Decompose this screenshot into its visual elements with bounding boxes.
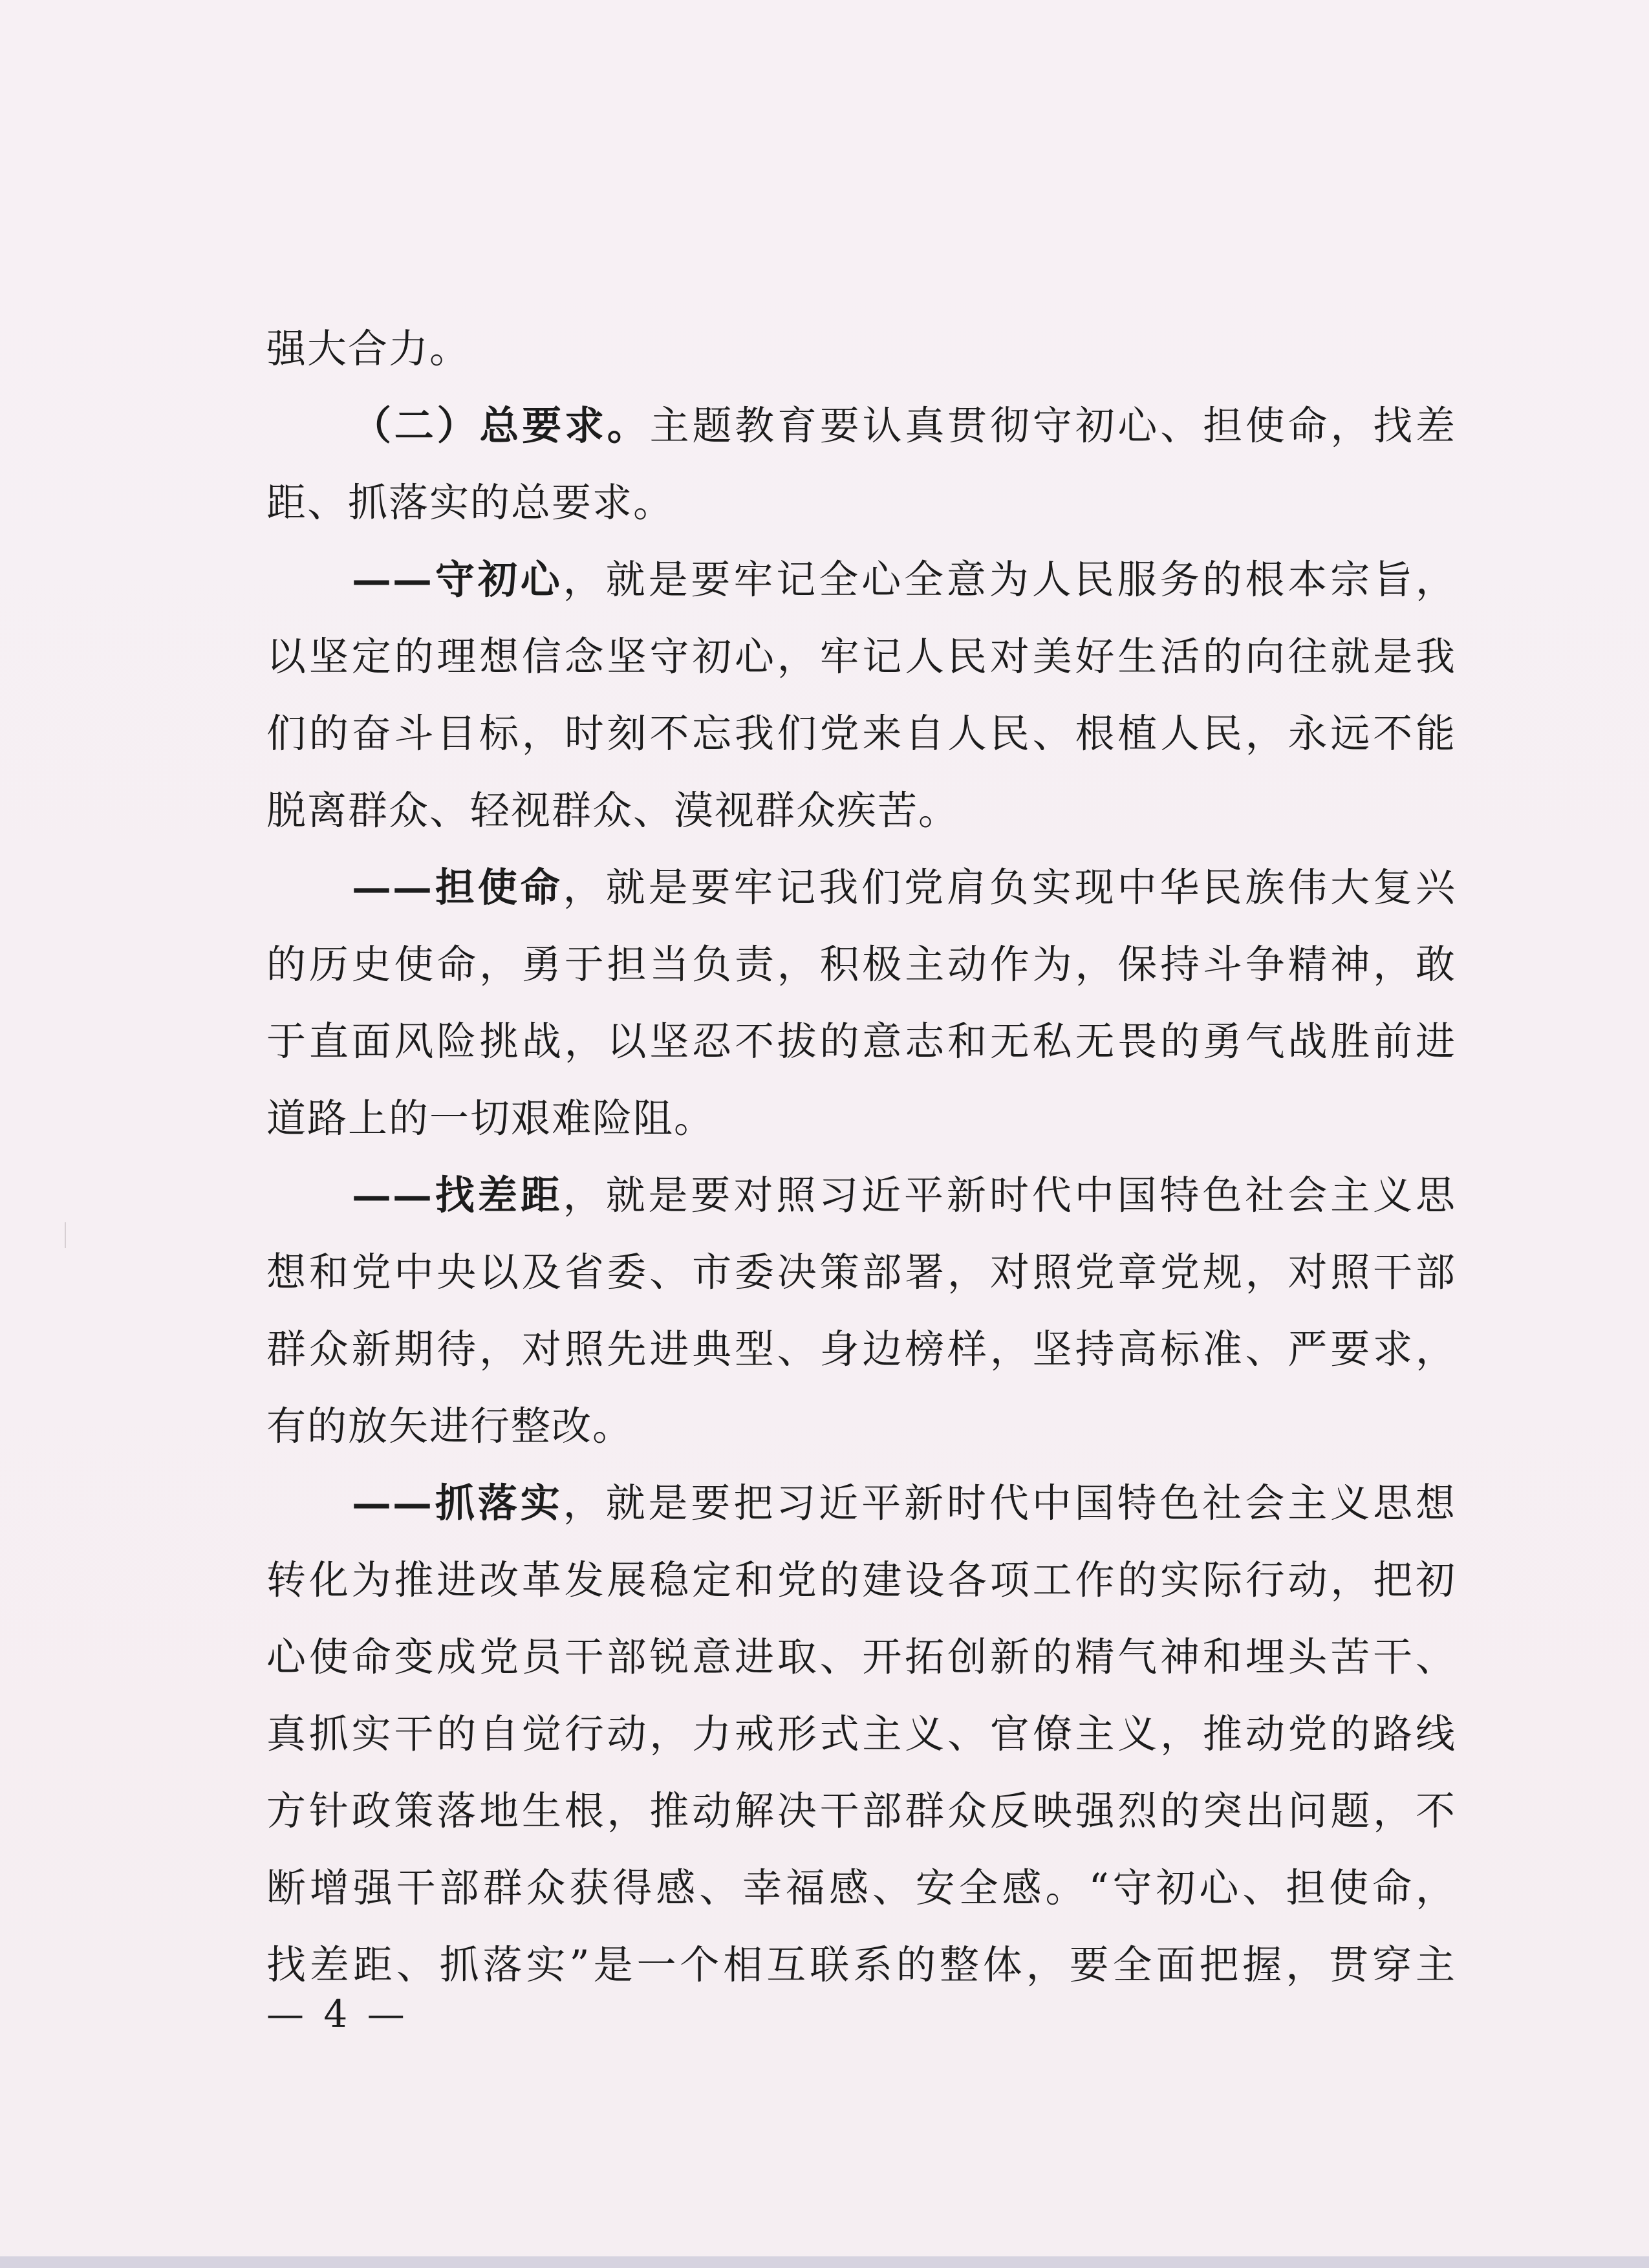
scan-edge	[0, 2256, 1649, 2268]
text-line: 找差距、抓落实”是一个相互联系的整体，要全面把握，贯穿主	[266, 1942, 1456, 1988]
text-line: 于直面风险挑战，以坚忍不拔的意志和无私无畏的勇气战胜前进	[266, 1019, 1456, 1064]
text-line: 断增强干部群众获得感、幸福感、安全感。“守初心、担使命，	[266, 1865, 1456, 1911]
text-line: 群众新期待，对照先进典型、身边榜样，坚持高标准、严要求，	[266, 1326, 1456, 1372]
text-line: （二）总要求。主题教育要认真贯彻守初心、担使命，找差	[352, 403, 1456, 449]
text-line: 距、抓落实的总要求。	[266, 480, 674, 526]
text-line: ——担使命，就是要牢记我们党肩负实现中华民族伟大复兴	[352, 865, 1456, 911]
text-line: ——守初心，就是要牢记全心全意为人民服务的根本宗旨，	[352, 557, 1456, 603]
text-line: 想和党中央以及省委、市委决策部署，对照党章党规，对照干部	[266, 1249, 1456, 1295]
text-line: 脱离群众、轻视群众、漠视群众疾苦。	[266, 788, 960, 834]
text-line: 转化为推进改革发展稳定和党的建设各项工作的实际行动，把初	[266, 1557, 1456, 1603]
text-line: 有的放矢进行整改。	[266, 1403, 634, 1449]
text-line: 们的奋斗目标，时刻不忘我们党来自人民、根植人民，永远不能	[266, 711, 1456, 757]
text-line: 强大合力。	[266, 326, 471, 372]
text-line: ——抓落实，就是要把习近平新时代中国特色社会主义思想	[352, 1480, 1456, 1526]
item-heading: ——抓落实	[352, 1480, 563, 1526]
text-line: 真抓实干的自觉行动，力戒形式主义、官僚主义，推动党的路线	[266, 1711, 1456, 1757]
text-line: 的历史使命，勇于担当负责，积极主动作为，保持斗争精神，敢	[266, 942, 1456, 988]
text-line: 心使命变成党员干部锐意进取、开拓创新的精气神和埋头苦干、	[266, 1634, 1456, 1680]
item-heading: ——找差距	[352, 1172, 563, 1218]
section-heading: （二）总要求。	[352, 403, 650, 449]
text-line: 方针政策落地生根，推动解决干部群众反映强烈的突出问题，不	[266, 1788, 1456, 1834]
item-heading: ——担使命	[352, 865, 563, 911]
text-line: ——找差距，就是要对照习近平新时代中国特色社会主义思	[352, 1172, 1456, 1218]
body-text	[266, 310, 1456, 2003]
scan-margin-mark	[65, 1222, 70, 1248]
text-line: 以坚定的理想信念坚守初心，牢记人民对美好生活的向往就是我	[266, 634, 1456, 680]
page-number: — 4 —	[266, 1992, 409, 2036]
text-line: 道路上的一切艰难险阻。	[266, 1096, 715, 1141]
item-heading: ——守初心	[352, 557, 563, 603]
